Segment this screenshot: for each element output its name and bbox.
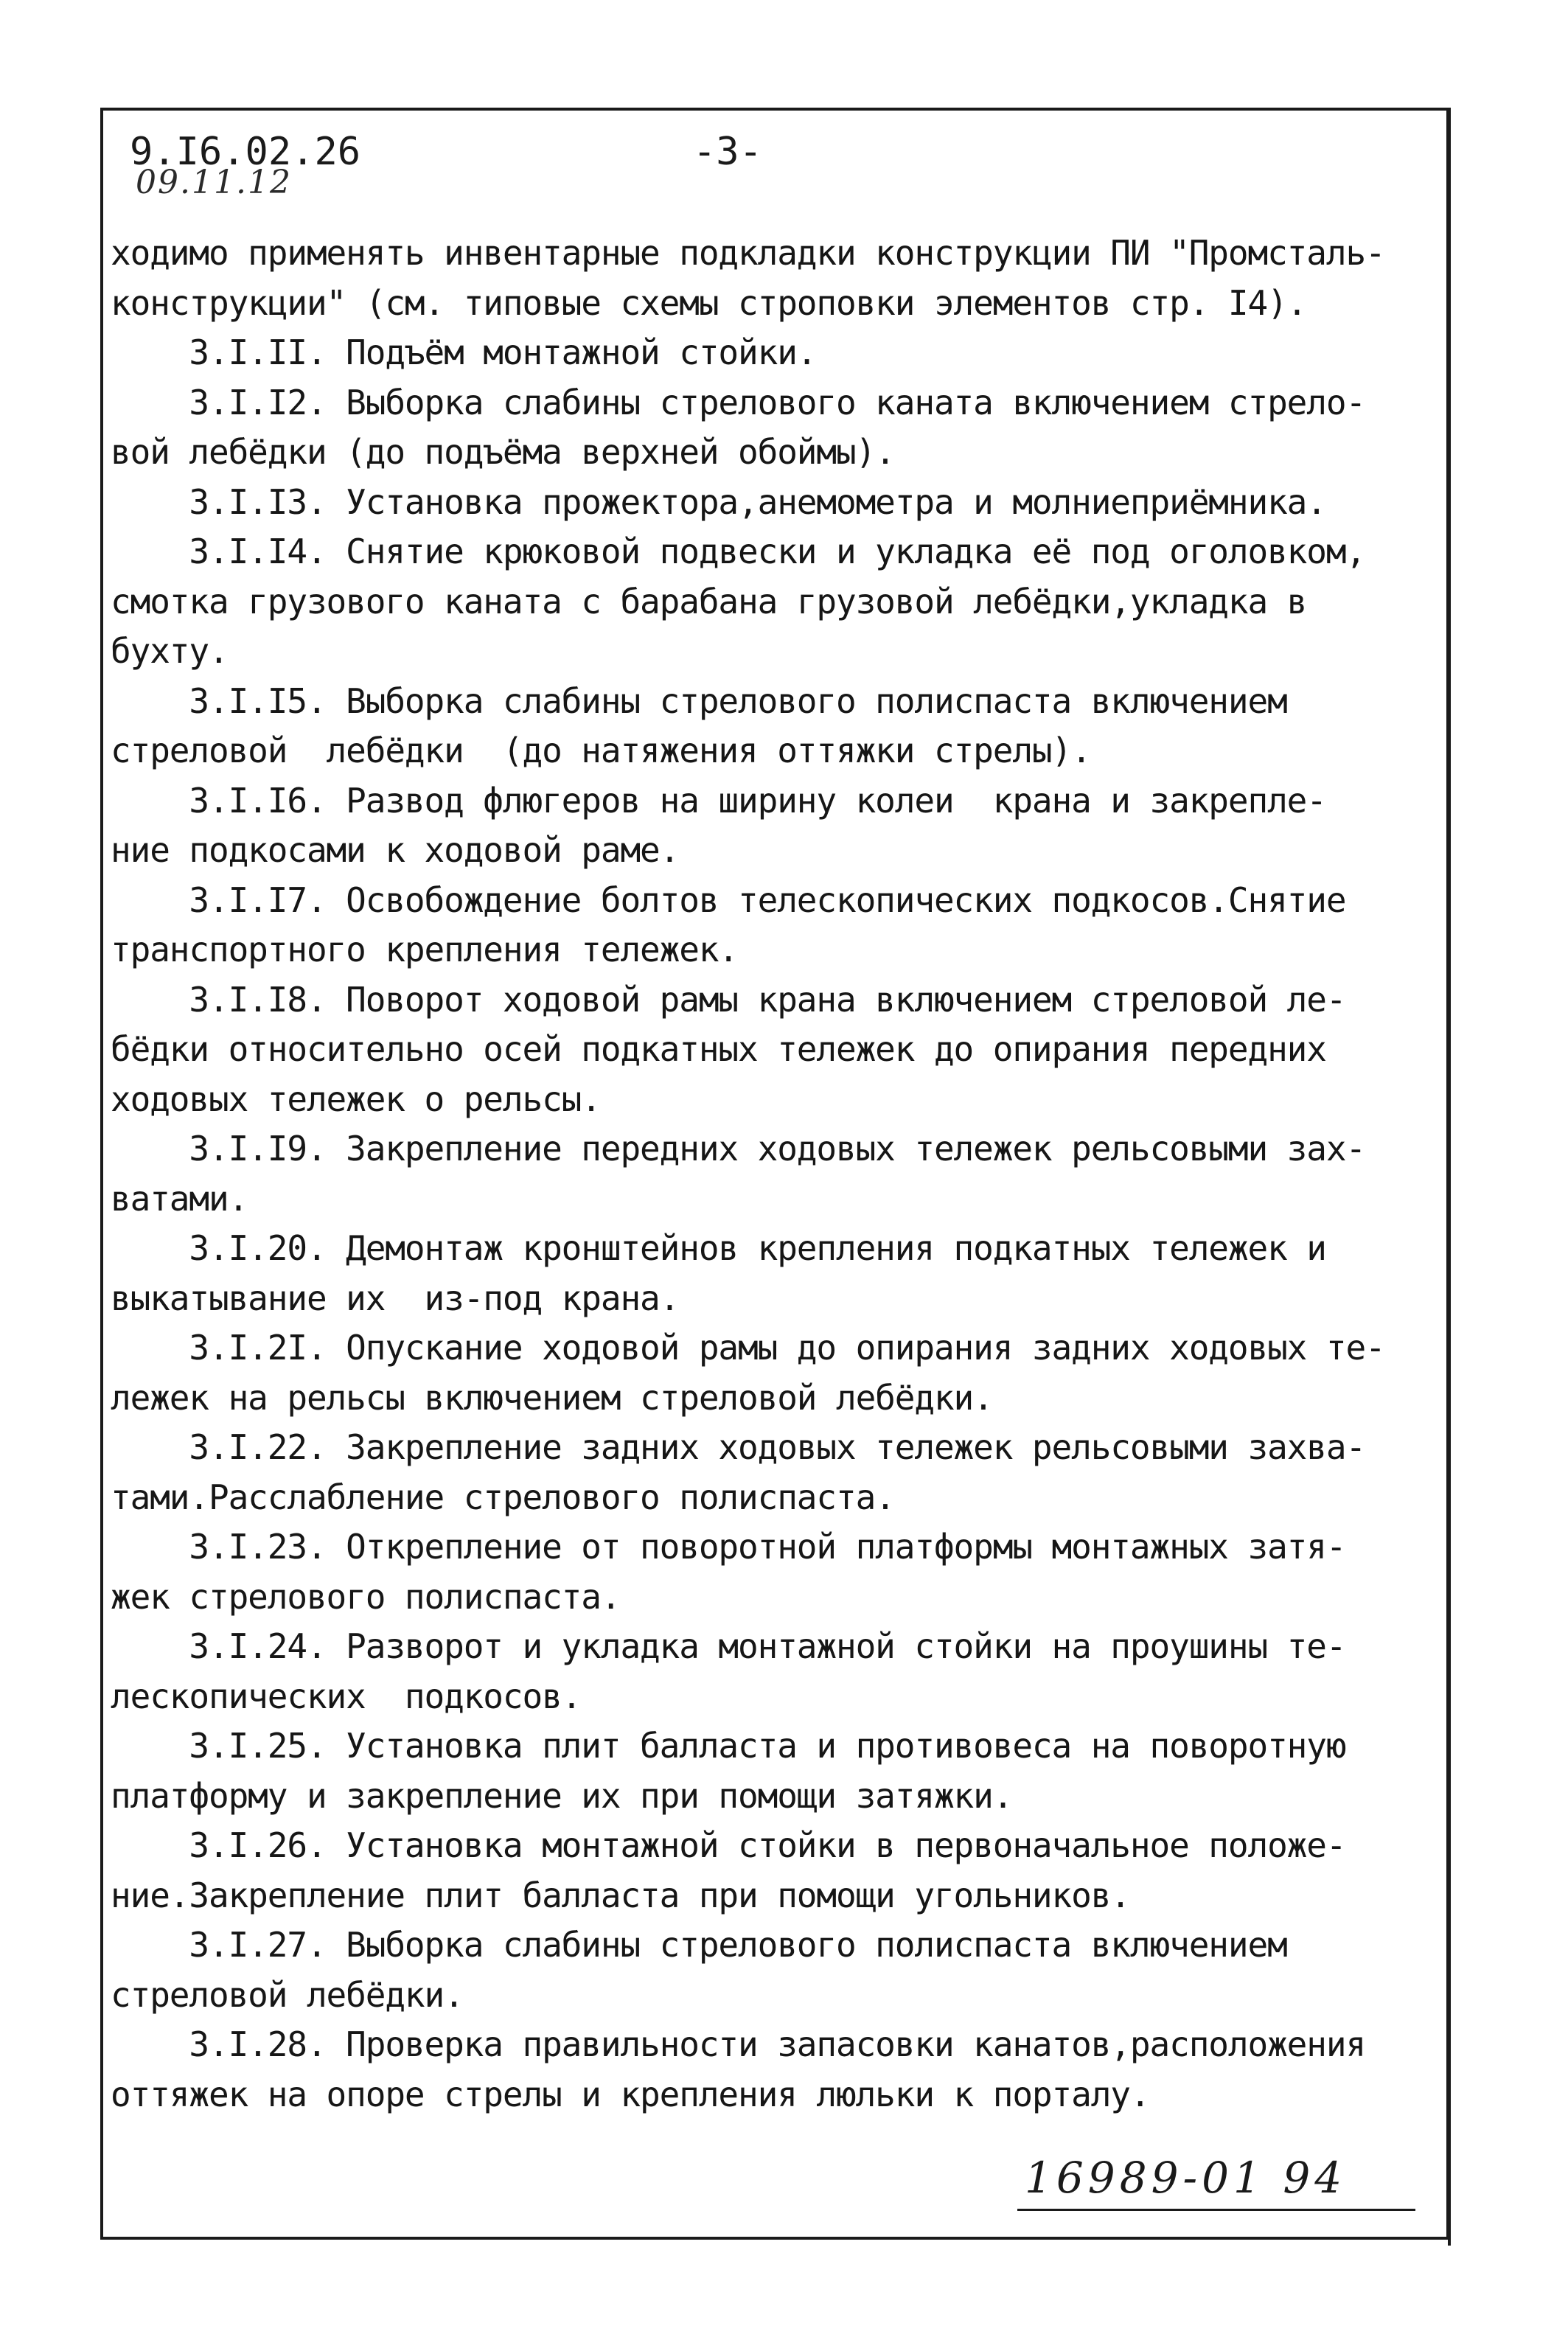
text-line: бухту. [111, 631, 229, 671]
text-line: 3.I.II. Подъём монтажной стойки. [111, 332, 817, 372]
text-line: 3.I.2I. Опускание ходовой рамы до опирания задних ходовых те- [111, 1328, 1385, 1368]
text-line: стреловой лебёдки (до натяжения оттяжки стрелы). [111, 731, 1091, 770]
text-line: 3.I.I5. Выборка слабины стрелового полиспаста включением [111, 680, 1287, 721]
text-line: жек стрелового полиспаста. [111, 1576, 621, 1617]
text-line: 3.I.I6. Развод флюгеров на ширину колеи крана и закрепле- [111, 780, 1326, 821]
text-line: 3.I.22. Закрепление задних ходовых тележек рельсовыми захва- [111, 1427, 1366, 1467]
text-line: тами.Расслабление стрелового полиспаста. [111, 1477, 895, 1517]
text-line: 3.I.I7. Освобождение болтов телескопических подкосов.Снятие [111, 880, 1346, 920]
text-line: оттяжек на опоре стрелы и крепления люльки к порталу. [111, 2074, 1150, 2114]
text-line: ходимо применять инвентарные подкладки конструкции ПИ "Промсталь- [111, 233, 1385, 273]
text-line: вой лебёдки (до подъёма верхней обоймы). [111, 432, 895, 472]
text-line: 3.I.I3. Установка прожектора,анемометра и молниеприёмника. [111, 481, 1326, 522]
text-line: 3.I.I9. Закрепление передних ходовых тележек рельсовыми зах- [111, 1129, 1366, 1168]
text-line: стреловой лебёдки. [111, 1974, 464, 2015]
text-line: лежек на рельсы включением стреловой лебёдки. [111, 1377, 993, 1418]
text-line: 3.I.I2. Выборка слабины стрелового каната включением стрело- [111, 382, 1366, 422]
text-line: выкатывание их из-под крана. [111, 1278, 680, 1318]
text-line: 3.I.27. Выборка слабины стрелового полиспаста включением [111, 1925, 1287, 1965]
text-line: платформу и закрепление их при помощи затяжки. [111, 1775, 1013, 1816]
text-line: 3.I.24. Разворот и укладка монтажной стойки на проушины те- [111, 1626, 1346, 1666]
text-line: ние подкосами к ходовой раме. [111, 830, 680, 870]
handwritten-inventory-number: 16989-01 94 [1025, 2153, 1347, 2203]
text-line: транспортного крепления тележек. [111, 930, 739, 969]
text-line: ходовых тележек о рельсы. [111, 1079, 601, 1119]
text-line: 3.I.I4. Снятие крюковой подвески и укладка её под оголовком, [111, 532, 1366, 571]
handwritten-date: 09.11.12 [136, 164, 292, 201]
text-line: 3.I.28. Проверка правильности запасовки канатов,расположения [111, 2024, 1366, 2064]
text-line: ние.Закрепление плит балласта при помощи угольников. [111, 1875, 1130, 1915]
text-line: смотка грузового каната с барабана грузовой лебёдки,укладка в [111, 581, 1307, 621]
signature-underline [1017, 2209, 1415, 2211]
text-line: ватами. [111, 1178, 248, 1219]
document-code: 9.I6.02.26 [130, 130, 361, 174]
document-body [111, 229, 1445, 2120]
text-line: 3.I.I8. Поворот ходовой рамы крана включением стреловой ле- [111, 979, 1346, 1020]
text-line: 3.I.25. Установка плит балласта и противовеса на поворотную [111, 1726, 1346, 1766]
text-line: конструкции" (см. типовые схемы строповки элементов стр. I4). [111, 282, 1307, 323]
page-number: -3- [693, 130, 762, 174]
text-line: 3.I.20. Демонтаж кронштейнов крепления подкатных тележек и [111, 1228, 1326, 1268]
frame-edge-mark [1448, 108, 1451, 2246]
text-line: лескопических подкосов. [111, 1676, 582, 1716]
text-line: бёдки относительно осей подкатных тележек до опирания передних [111, 1029, 1326, 1069]
text-line: 3.I.26. Установка монтажной стойки в первоначальное положе- [111, 1825, 1346, 1865]
text-line: 3.I.23. Открепление от поворотной платформы монтажных затя- [111, 1527, 1346, 1567]
